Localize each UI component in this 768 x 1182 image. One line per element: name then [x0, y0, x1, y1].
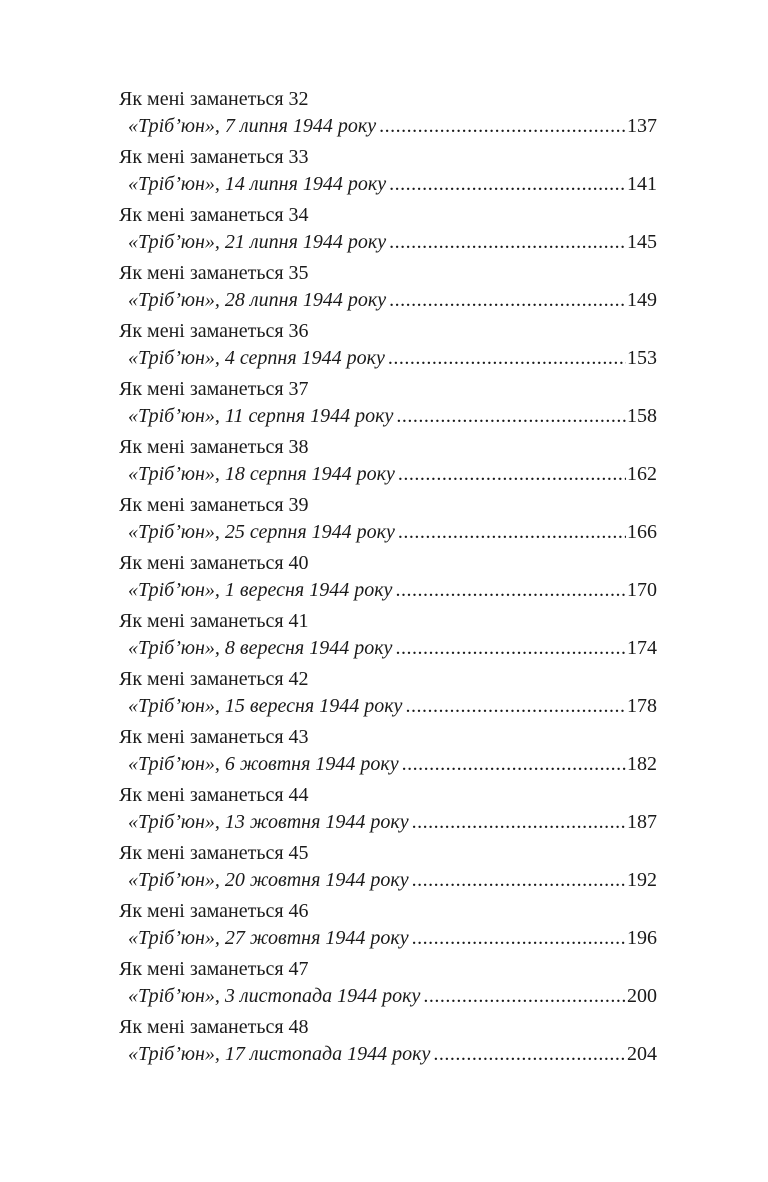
entry-title: Як мені заманеться 44 [119, 784, 309, 806]
entry-line [119, 751, 657, 777]
dot-leader [389, 171, 626, 197]
toc-entry [119, 203, 657, 261]
entry-title: Як мені заманеться 46 [119, 900, 309, 922]
page-number: 158 [627, 405, 657, 427]
toc-entry [119, 319, 657, 377]
toc-entry [119, 87, 657, 145]
entry-subtitle: «Тріб’юн», 14 липня 1944 року [128, 173, 387, 195]
dot-leader [396, 403, 626, 429]
dot-leader [423, 983, 626, 1009]
toc-entry [119, 551, 657, 609]
entry-title: Як мені заманеться 37 [119, 378, 309, 400]
entry-title: Як мені заманеться 38 [119, 436, 309, 458]
entry-line [119, 287, 657, 313]
page-number: 187 [627, 811, 657, 833]
page-number: 162 [627, 463, 657, 485]
dot-leader [433, 1041, 626, 1067]
entry-subtitle: «Тріб’юн», 20 жовтня 1944 року [128, 869, 409, 891]
page-number: 204 [627, 1043, 657, 1065]
entry-subtitle: «Тріб’юн», 8 вересня 1944 року [128, 637, 393, 659]
page-number: 145 [627, 231, 657, 253]
entry-subtitle: «Тріб’юн», 4 серпня 1944 року [128, 347, 385, 369]
dot-leader [389, 287, 626, 313]
dot-leader [395, 635, 626, 661]
entry-title: Як мені заманеться 41 [119, 610, 309, 632]
page-number: 153 [627, 347, 657, 369]
entry-line [119, 867, 657, 893]
toc-entry [119, 1015, 657, 1073]
page-number: 182 [627, 753, 657, 775]
entry-title: Як мені заманеться 47 [119, 958, 309, 980]
dot-leader [398, 461, 626, 487]
entry-title: Як мені заманеться 34 [119, 204, 309, 226]
entry-line [119, 403, 657, 429]
dot-leader [388, 345, 626, 371]
entry-subtitle: «Тріб’юн», 7 липня 1944 року [128, 115, 377, 137]
entry-title: Як мені заманеться 42 [119, 668, 309, 690]
page-number: 137 [627, 115, 657, 137]
dot-leader [395, 577, 626, 603]
entry-subtitle: «Тріб’юн», 15 вересня 1944 року [128, 695, 403, 717]
toc-entry [119, 957, 657, 1015]
entry-subtitle: «Тріб’юн», 27 жовтня 1944 року [128, 927, 409, 949]
entry-subtitle: «Тріб’юн», 13 жовтня 1944 року [128, 811, 409, 833]
entry-line [119, 635, 657, 661]
toc-entry [119, 783, 657, 841]
dot-leader [379, 113, 626, 139]
toc-entry [119, 841, 657, 899]
dot-leader [412, 809, 626, 835]
dot-leader [402, 751, 626, 777]
entry-line [119, 229, 657, 255]
table-of-contents [119, 87, 657, 1073]
entry-line [119, 983, 657, 1009]
entry-line [119, 461, 657, 487]
entry-title: Як мені заманеться 40 [119, 552, 309, 574]
entry-title: Як мені заманеться 48 [119, 1016, 309, 1038]
entry-line [119, 693, 657, 719]
entry-line [119, 925, 657, 951]
page-number: 178 [627, 695, 657, 717]
entry-subtitle: «Тріб’юн», 18 серпня 1944 року [128, 463, 395, 485]
entry-line [119, 577, 657, 603]
entry-title: Як мені заманеться 35 [119, 262, 309, 284]
dot-leader [398, 519, 626, 545]
entry-subtitle: «Тріб’юн», 11 серпня 1944 року [128, 405, 394, 427]
entry-line [119, 519, 657, 545]
entry-line [119, 113, 657, 139]
entry-title: Як мені заманеться 45 [119, 842, 309, 864]
entry-title: Як мені заманеться 39 [119, 494, 309, 516]
toc-entry [119, 899, 657, 957]
toc-entry [119, 261, 657, 319]
page-number: 192 [627, 869, 657, 891]
dot-leader [412, 867, 626, 893]
page-number: 149 [627, 289, 657, 311]
toc-entry [119, 725, 657, 783]
toc-entry [119, 435, 657, 493]
entry-subtitle: «Тріб’юн», 28 липня 1944 року [128, 289, 387, 311]
entry-line [119, 171, 657, 197]
entry-title: Як мені заманеться 36 [119, 320, 309, 342]
toc-entry [119, 493, 657, 551]
toc-entry [119, 145, 657, 203]
dot-leader [412, 925, 626, 951]
toc-entry [119, 667, 657, 725]
entry-subtitle: «Тріб’юн», 6 жовтня 1944 року [128, 753, 399, 775]
entry-subtitle: «Тріб’юн», 21 липня 1944 року [128, 231, 387, 253]
page-number: 196 [627, 927, 657, 949]
page-number: 170 [627, 579, 657, 601]
entry-title: Як мені заманеться 43 [119, 726, 309, 748]
page-number: 174 [627, 637, 657, 659]
entry-title: Як мені заманеться 32 [119, 88, 309, 110]
toc-entry [119, 377, 657, 435]
dot-leader [389, 229, 626, 255]
page-number: 141 [627, 173, 657, 195]
entry-line [119, 809, 657, 835]
entry-title: Як мені заманеться 33 [119, 146, 309, 168]
dot-leader [405, 693, 626, 719]
entry-subtitle: «Тріб’юн», 1 вересня 1944 року [128, 579, 393, 601]
entry-line [119, 1041, 657, 1067]
toc-entry [119, 609, 657, 667]
entry-subtitle: «Тріб’юн», 25 серпня 1944 року [128, 521, 395, 543]
entry-subtitle: «Тріб’юн», 17 листопада 1944 року [128, 1043, 431, 1065]
entry-subtitle: «Тріб’юн», 3 листопада 1944 року [128, 985, 421, 1007]
page-number: 200 [627, 985, 657, 1007]
page-number: 166 [627, 521, 657, 543]
entry-line [119, 345, 657, 371]
